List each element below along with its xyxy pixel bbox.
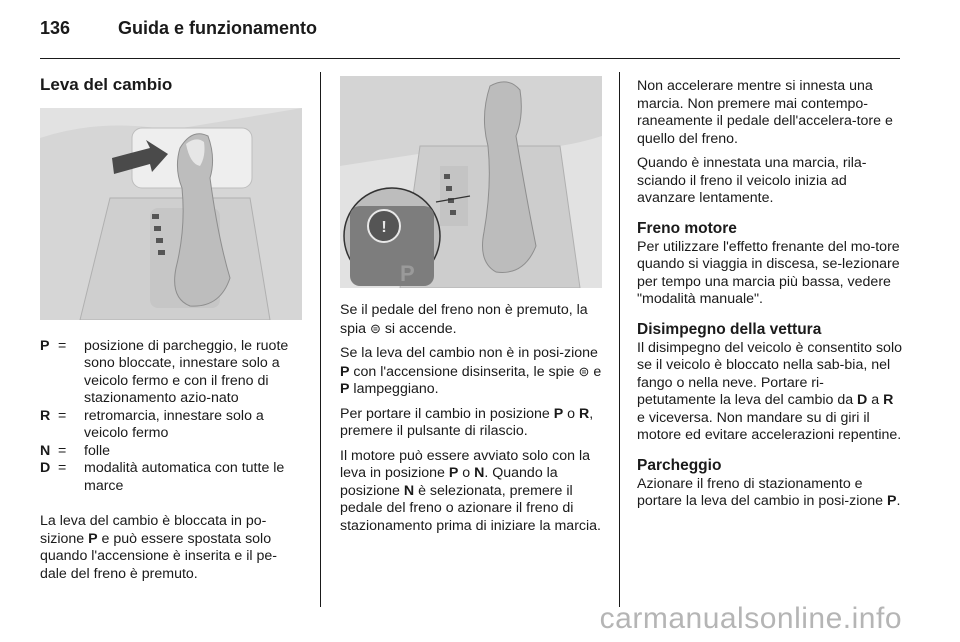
legend-item-n: N = folle xyxy=(40,442,111,459)
column-divider-1 xyxy=(320,72,321,607)
rocking-paragraph: Il disimpegno del veicolo è consentito solo se il veicolo è bloccato nella sab-bia, nel fango o nella neve. Portare ri-petutamente la leva del cambio da D a R e viceversa. Non mandare su di giri il motore ed evitare accelerazioni repentine. xyxy=(637,339,902,443)
engine-brake-paragraph: Per utilizzare l'effetto frenante del mo-tore quando si viaggia in discesa, se-lezionare per tempo una marcia più bassa, vedere "modalità manuale". xyxy=(637,238,900,307)
rocking-heading: Disimpegno della vettura xyxy=(637,320,822,338)
gear-position-legend xyxy=(40,338,302,496)
column-divider-2 xyxy=(619,72,620,607)
column-1 xyxy=(40,70,302,590)
page-header xyxy=(40,18,900,48)
section-title: Leva del cambio xyxy=(40,75,173,94)
column-2 xyxy=(340,70,602,542)
figure-p-label: P xyxy=(400,261,415,286)
header-rule xyxy=(40,58,900,59)
release-button-paragraph: Per portare il cambio in posizione P o R, premere il pulsante di rilascio. xyxy=(340,405,594,439)
brake-warning-icon: ⊜ xyxy=(578,363,590,379)
brake-light-paragraph: Se il pedale del freno non è premuto, la spia ⊜ si accende. xyxy=(340,302,588,337)
lights-flash-paragraph: Se la leva del cambio non è in posi-zione P con l'accensione disinserita, le spie ⊜ e P lampeggiano. xyxy=(340,345,602,397)
column-3 xyxy=(637,70,902,518)
watermark: carmanualsonline.info xyxy=(599,602,902,635)
creep-paragraph: Quando è innestata una marcia, rila-sciando il freno il veicolo inizia ad avanzare lentamente. xyxy=(637,155,867,206)
legend-item-d: D = modalità automatica con tutte le marce xyxy=(40,460,285,494)
parking-heading: Parcheggio xyxy=(637,456,722,474)
legend-item-p: P = posizione di parcheggio, le ruote sono bloccate, innestare solo a veicolo fermo e con il freno di stazionamento azio-nato xyxy=(40,337,289,406)
engine-brake-heading: Freno motore xyxy=(637,219,737,237)
engine-start-paragraph: Il motore può essere avviato solo con la leva in posizione P o N. Quando la posizione N è selezionata, premere il pedale del freno o azionare il freno di stazionamento prima di iniziare la marcia. xyxy=(340,447,602,534)
gear-lever-illustration xyxy=(40,108,302,320)
svg-text:!: ! xyxy=(381,219,387,236)
legend-item-r: R = retromarcia, innestare solo a veicolo fermo xyxy=(40,407,264,441)
no-accelerate-paragraph: Non accelerare mentre si innesta una marcia. Non premere mai contempo-raneamente il pedale dell'accelera-tore e quello del freno. xyxy=(637,78,893,147)
brake-warning-icon: ⊜ xyxy=(369,320,381,336)
chapter-title: Guida e funzionamento xyxy=(118,18,318,38)
page-number: 136 xyxy=(40,18,71,38)
parking-paragraph: Azionare il freno di stazionamento e portare la leva del cambio in posi-zione P. xyxy=(637,475,901,509)
brake-warning-illustration xyxy=(340,76,602,288)
lever-lock-paragraph: La leva del cambio è bloccata in po-sizione P e può essere spostata solo quando l'accensione è inserita e il pe-dale del freno è premuto. xyxy=(40,513,277,582)
